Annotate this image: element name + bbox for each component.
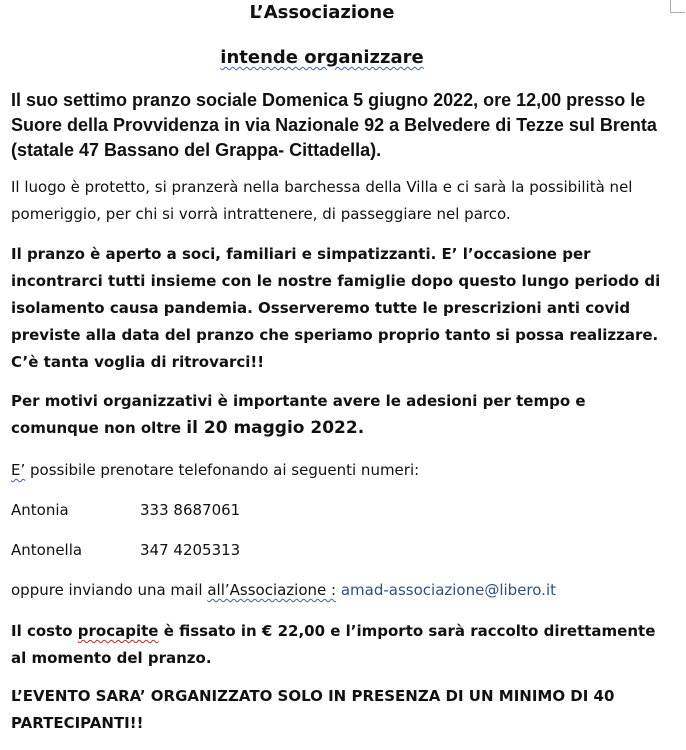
booking-text: possibile prenotare telefonando ai seguenti numeri:: [25, 461, 420, 479]
booking-prefix: E’: [11, 461, 26, 479]
page-subtitle: [0, 47, 644, 68]
contact-phone: 347 4205313: [140, 541, 241, 559]
contact-row: [11, 497, 240, 524]
email-prefix: oppure inviando una mail: [11, 581, 208, 599]
email-association: all’Associazione :: [207, 581, 337, 599]
subtitle-text: intende organizzare: [220, 47, 424, 68]
intro-paragraph: Il suo settimo pranzo sociale Domenica 5 giugno 2022, ore 12,00 presso le Suore della Provvidenza in via Nazionale 92 a Belvedere di Tezze sul Brenta (statale 47 Bassano del Grappa- Cittadella).: [11, 90, 657, 160]
open-to-paragraph: Il pranzo è aperto a soci, familiari e simpatizzanti. E’ l’occasione per incontrarci tutti insieme con le nostre famiglie dopo questo lungo periodo di isolamento causa pandemia. Osserveremo tutte le prescrizioni anti covid previste alla data del pranzo che speriamo proprio tanto si possa realizzare. C’è tanta voglia di ritrovarci!!: [11, 245, 661, 371]
location-paragraph: Il luogo è protetto, si pranzerà nella barchessa della Villa e ci sarà la possibilità nel pomeriggio, per chi si vorrà intrattenere, di passeggiare nel parco.: [11, 178, 633, 223]
contact-name: Antonia: [11, 501, 69, 519]
email-link[interactable]: amad-associazione@libero.it: [336, 581, 556, 599]
deadline-date: il 20 maggio 2022.: [186, 418, 365, 438]
cost-text: è fissato in € 22,00 e l’importo sarà raccolto direttamente al momento del pranzo.: [11, 622, 656, 667]
page-title: L’Associazione: [249, 2, 395, 23]
cost-word: procapite: [77, 622, 159, 640]
contact-row: [11, 537, 240, 564]
contact-phone: 333 8687061: [140, 501, 241, 519]
booking-paragraph: [11, 457, 671, 484]
contact-name: Antonella: [11, 541, 83, 559]
page-corner-marker: [670, 0, 685, 13]
deadline-text: Per motivi organizzativi è importante avere le adesioni per tempo e comunque non oltre: [11, 392, 586, 437]
deadline-paragraph: [11, 388, 671, 442]
minimum-participants-notice: L’EVENTO SARA’ ORGANIZZATO SOLO IN PRESENZA DI UN MINIMO DI 40 PARTECIPANTI!!: [11, 687, 615, 732]
email-paragraph: [11, 577, 671, 604]
cost-paragraph: [11, 618, 671, 672]
cost-prefix: Il costo: [11, 622, 78, 640]
